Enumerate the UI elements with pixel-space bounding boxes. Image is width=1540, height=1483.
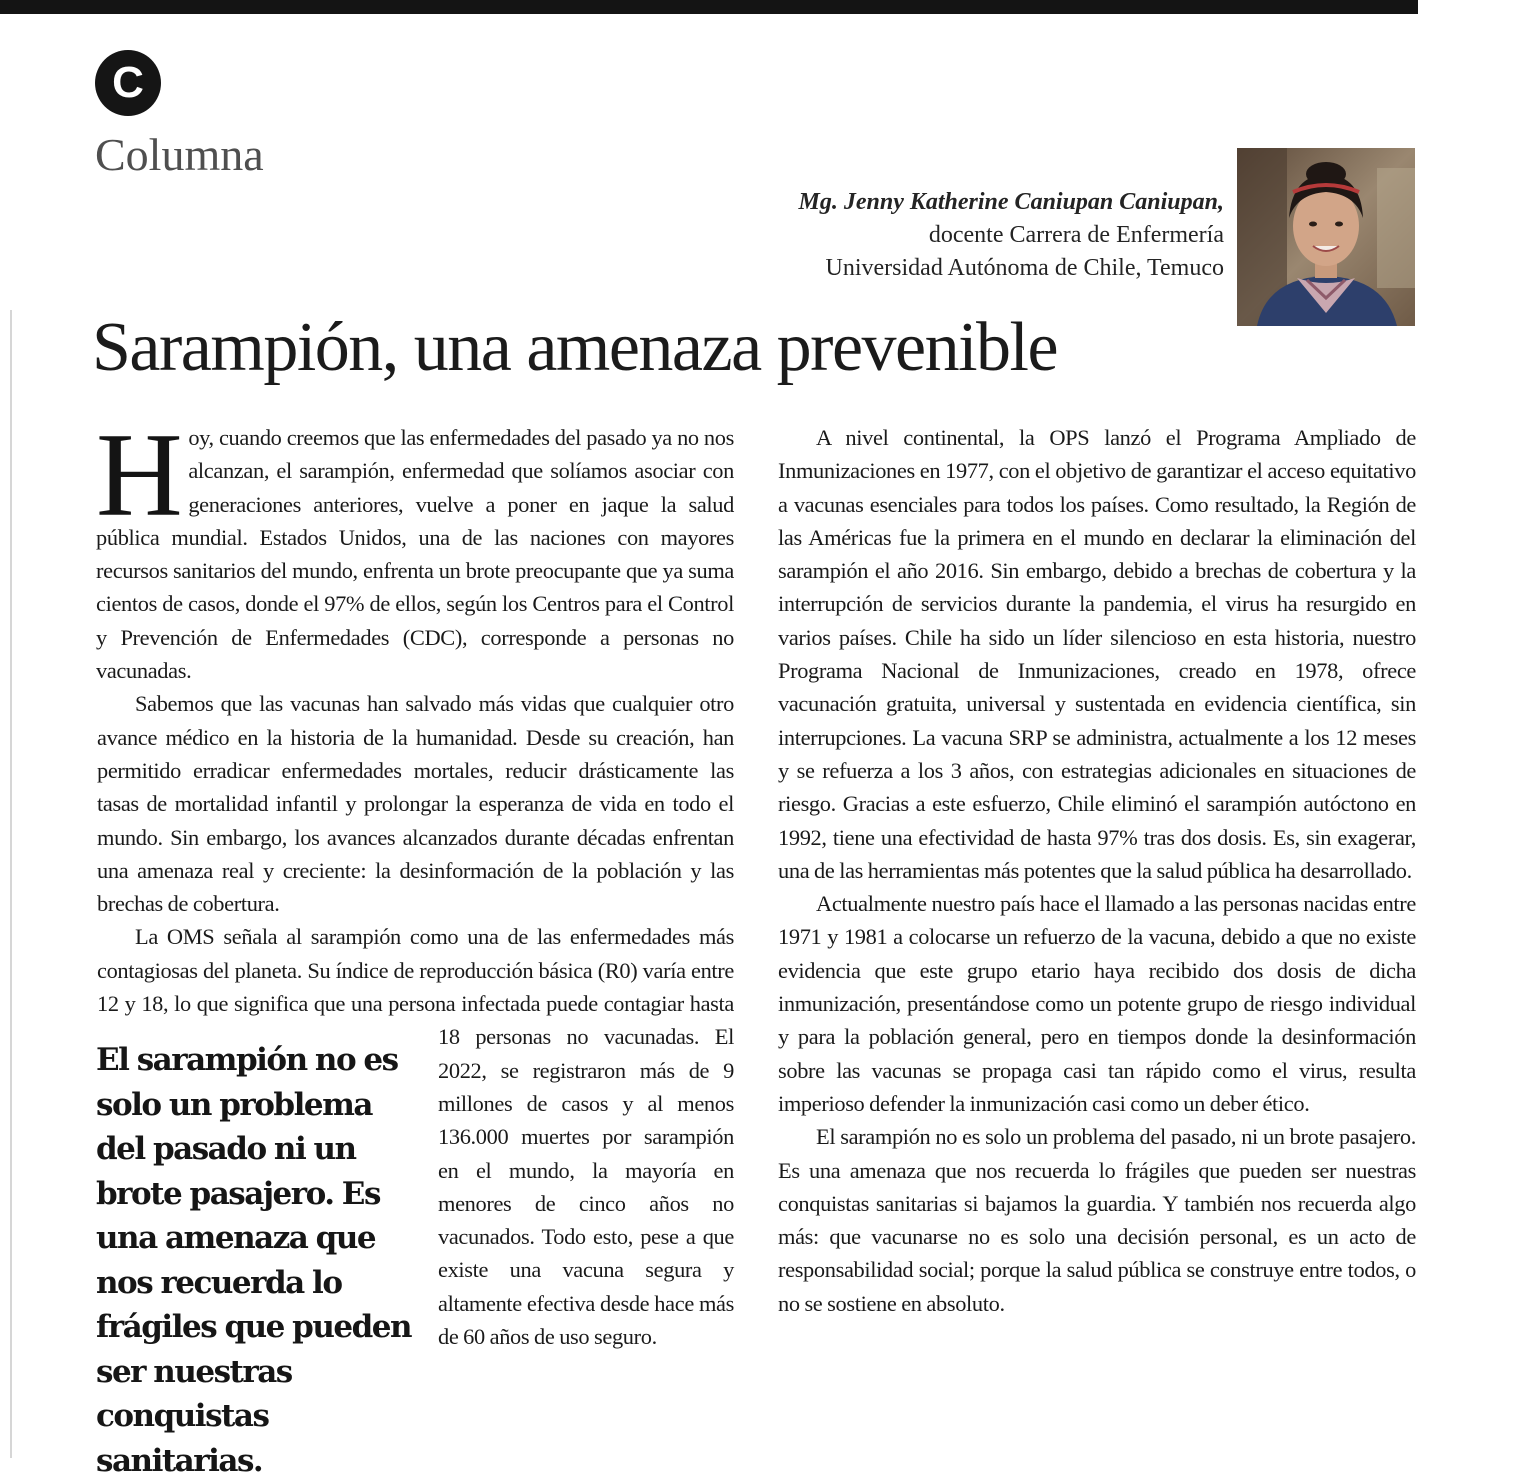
paragraph-4: A nivel continental, la OPS lanzó el Programa Ampliado de Inmunizaciones en 1977, con el objetivo de garantizar el acceso equitativo a vacunas esenciales para todos los países. Como resultado, la Región de las Américas fue la primera en el mundo en declarar la eliminación del sarampión el año 2016. Sin embargo, debido a brechas de cobertura y la interrupción de servicios durante la pandemia, el virus ha resurgido en varios países. Chile ha sido un líder silencioso en esta historia, nuestro Programa Nacional de Inmunizaciones, creado en 1978, ofrece vacunación gratuita, universal y sustentada en evidencia científica, sin interrupciones. La vacuna SRP se administra, actualmente a los 12 meses y se refuerza a los 3 años, con estrategias adicionales en situaciones de riesgo. Gracias a este esfuerzo, Chile eliminó el sarampión autóctono en 1992, tiene una efectividad de hasta 97% tras dos dosis. Es, sin exagerar, una de las herramientas más potentes que la salud pública ha desarrollado. — [778, 425, 1416, 883]
top-rule — [0, 0, 1418, 14]
pull-quote: El sarampión no es solo un problema del pasado ni un brote pasajero. Es una amenaza que nos recuerda lo frágiles que pueden ser nuestras conquistas sanitarias. — [96, 1042, 412, 1479]
article-column-right — [778, 421, 1416, 1451]
author-photo — [1237, 148, 1415, 326]
author-institution: Universidad Autónoma de Chile, Temuco — [825, 255, 1224, 281]
paragraph-3: La OMS señala al sarampión como una de las enfermedades más contagiosas del planeta. Su índice de reproducción básica (R0) varía entre 12 y 18, lo que significa que una persona infectada puede contagiar hasta 18 personas no vacunadas. El 2022, se registraron más de 9 millones de casos y al menos 136.000 muertes por sarampión en el mundo, la mayoría en menores de cinco años no vacunados. Todo esto, pese a que existe una vacuna segura y altamente efectiva desde hace más de 60 años de uso seguro. — [97, 924, 734, 1350]
author-role: docente Carrera de Enfermería — [928, 222, 1224, 248]
paragraph-1-text: oy, cuando creemos que las enfermedades del pasado ya no nos alcanzan, el sarampión, enfermedad que solíamos asociar con generaciones anteriores, vuelve a poner en jaque la salud pública mundial. Estados Unidos, una de las naciones con mayores recursos sanitarios del mundo, enfrenta un brote preocupante que ya suma cientos de casos, donde el 97% de ellos, según los Centros para el Control y Prevención de Enfermedades (CDC), corresponde a personas no vacunadas. — [96, 425, 734, 684]
author-byline — [799, 186, 1224, 285]
article-headline: Sarampión, una amenaza prevenible — [92, 309, 1058, 386]
paragraph-5: Actualmente nuestro país hace el llamado a las personas nacidas entre 1971 y 1981 a colocarse un refuerzo de la vacuna, debido a que no existe evidencia que este grupo etario haya recibido dos dosis de dicha inmunización, presentándose como un potente grupo de riesgo individual y para la población general, pero en tiempos donde la desinformación sobre las vacunas se propaga casi tan rápido como el virus, resulta imperioso defender la inmunización casi como un deber ético. — [778, 891, 1416, 1116]
paragraph-1 — [96, 408, 734, 687]
article-column-left — [96, 408, 734, 1479]
page-edge-rule — [10, 310, 12, 1458]
paragraph-2: Sabemos que las vacunas han salvado más vidas que cualquier otro avance médico en la historia de la humanidad. Desde su creación, han permitido erradicar enfermedades mortales, reducir drásticamente las tasas de mortalidad infantil y prolongar la esperanza de vida en todo el mundo. Sin embargo, los avances alcanzados durante décadas enfrentan una amenaza real y creciente: la desinformación de la población y las brechas de cobertura. — [97, 691, 734, 917]
section-badge-icon: C — [95, 50, 161, 116]
paragraph-6: El sarampión no es solo un problema del pasado, ni un brote pasajero. Es una amenaza que nos recuerda lo frágiles que pueden ser nuestras conquistas sanitarias si bajamos la guardia. Y también nos recuerda algo más: que vacunarse no es solo una decisión personal, es un acto de responsabilidad social; porque la salud pública se construye entre todos, o no se sostiene en absoluto. — [778, 1124, 1416, 1316]
drop-cap: H — [96, 408, 183, 541]
section-label: Columna — [95, 129, 264, 180]
author-portrait-icon — [1237, 148, 1415, 326]
author-name: Mg. Jenny Katherine Caniupan Caniupan, — [798, 189, 1224, 215]
